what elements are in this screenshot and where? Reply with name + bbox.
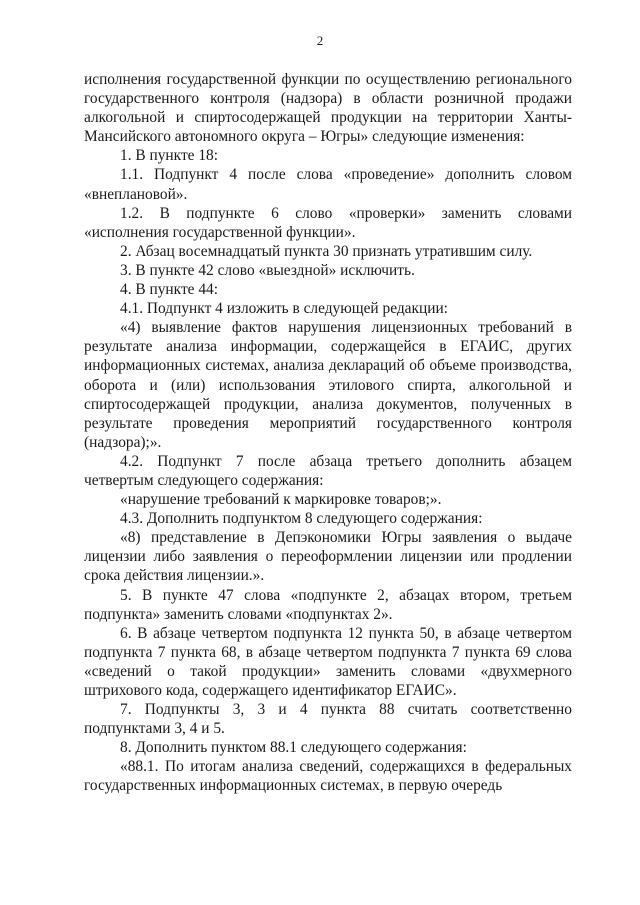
paragraph: 5. В пункте 47 слова «подпункте 2, абзацах втором, третьем подпункта» заменить словами «подпунктах 2». [84,586,572,623]
paragraph: «8) представление в Депэкономики Югры заявления о выдаче лицензии либо заявления о переоформлении лицензии или продлении срока действия лицензии.». [84,529,572,585]
paragraph: 2. Абзац восемнадцатый пункта 30 признать утратившим силу. [120,242,533,260]
paragraph: «нарушение требований к маркировке товаров;». [120,491,442,509]
paragraph: «4) выявление фактов нарушения лицензионных требований в результате анализа информации, содержащейся в ЕГАИС, других информационных системах, анализа деклараций об объеме производства, оборота и (или) использования этилового спирта, алкогольной и спиртосодержащей продукции, анализа документов, полученных в результате проведения мероприятий государственного контроля (надзора);». [84,319,572,451]
paragraph: 3. В пункте 42 слово «выездной» исключить. [120,261,415,279]
paragraph: 1.2. В подпункте 6 слово «проверки» заменить словами «исполнения государственной функции». [84,204,572,241]
paragraph: 4.2. Подпункт 7 после абзаца третьего дополнить абзацем четвертым следующего содержания: [84,452,572,489]
paragraph: исполнения государственной функции по осуществлению регионального государственного контроля (надзора) в области розничной продажи алкогольной и спиртосодержащей продукции на территории Ханты-Мансийского автономного округа – Югры» следующие изменения: [84,71,572,146]
paragraph: 4.1. Подпункт 4 изложить в следующей редакции: [120,300,448,318]
paragraph: 6. В абзаце четвертом подпункта 12 пункта 50, в абзаце четвертом подпункта 7 пункта 68, в абзаце четвертом подпункта 7 пункта 69 слова «сведений о такой продукции» заменить словами «двухмерного штрихового кода, содержащего идентификатор ЕГАИС». [84,624,572,699]
document-body [84,70,572,796]
paragraph: 4. В пункте 44: [120,281,219,299]
paragraph: 7. Подпункты 3, 3 и 4 пункта 88 считать соответственно подпунктами 3, 4 и 5. [84,701,572,738]
page-number: 2 [316,33,324,48]
paragraph: 1. В пункте 18: [120,147,219,165]
paragraph: 4.3. Дополнить подпунктом 8 следующего содержания: [120,510,483,528]
paragraph: 1.1. Подпункт 4 после слова «проведение» дополнить словом «внеплановой». [84,166,572,203]
paragraph: 8. Дополнить пунктом 88.1 следующего содержания: [120,739,467,757]
paragraph: «88.1. По итогам анализа сведений, содержащихся в федеральных государственных информационных системах, в первую очередь [84,758,572,795]
